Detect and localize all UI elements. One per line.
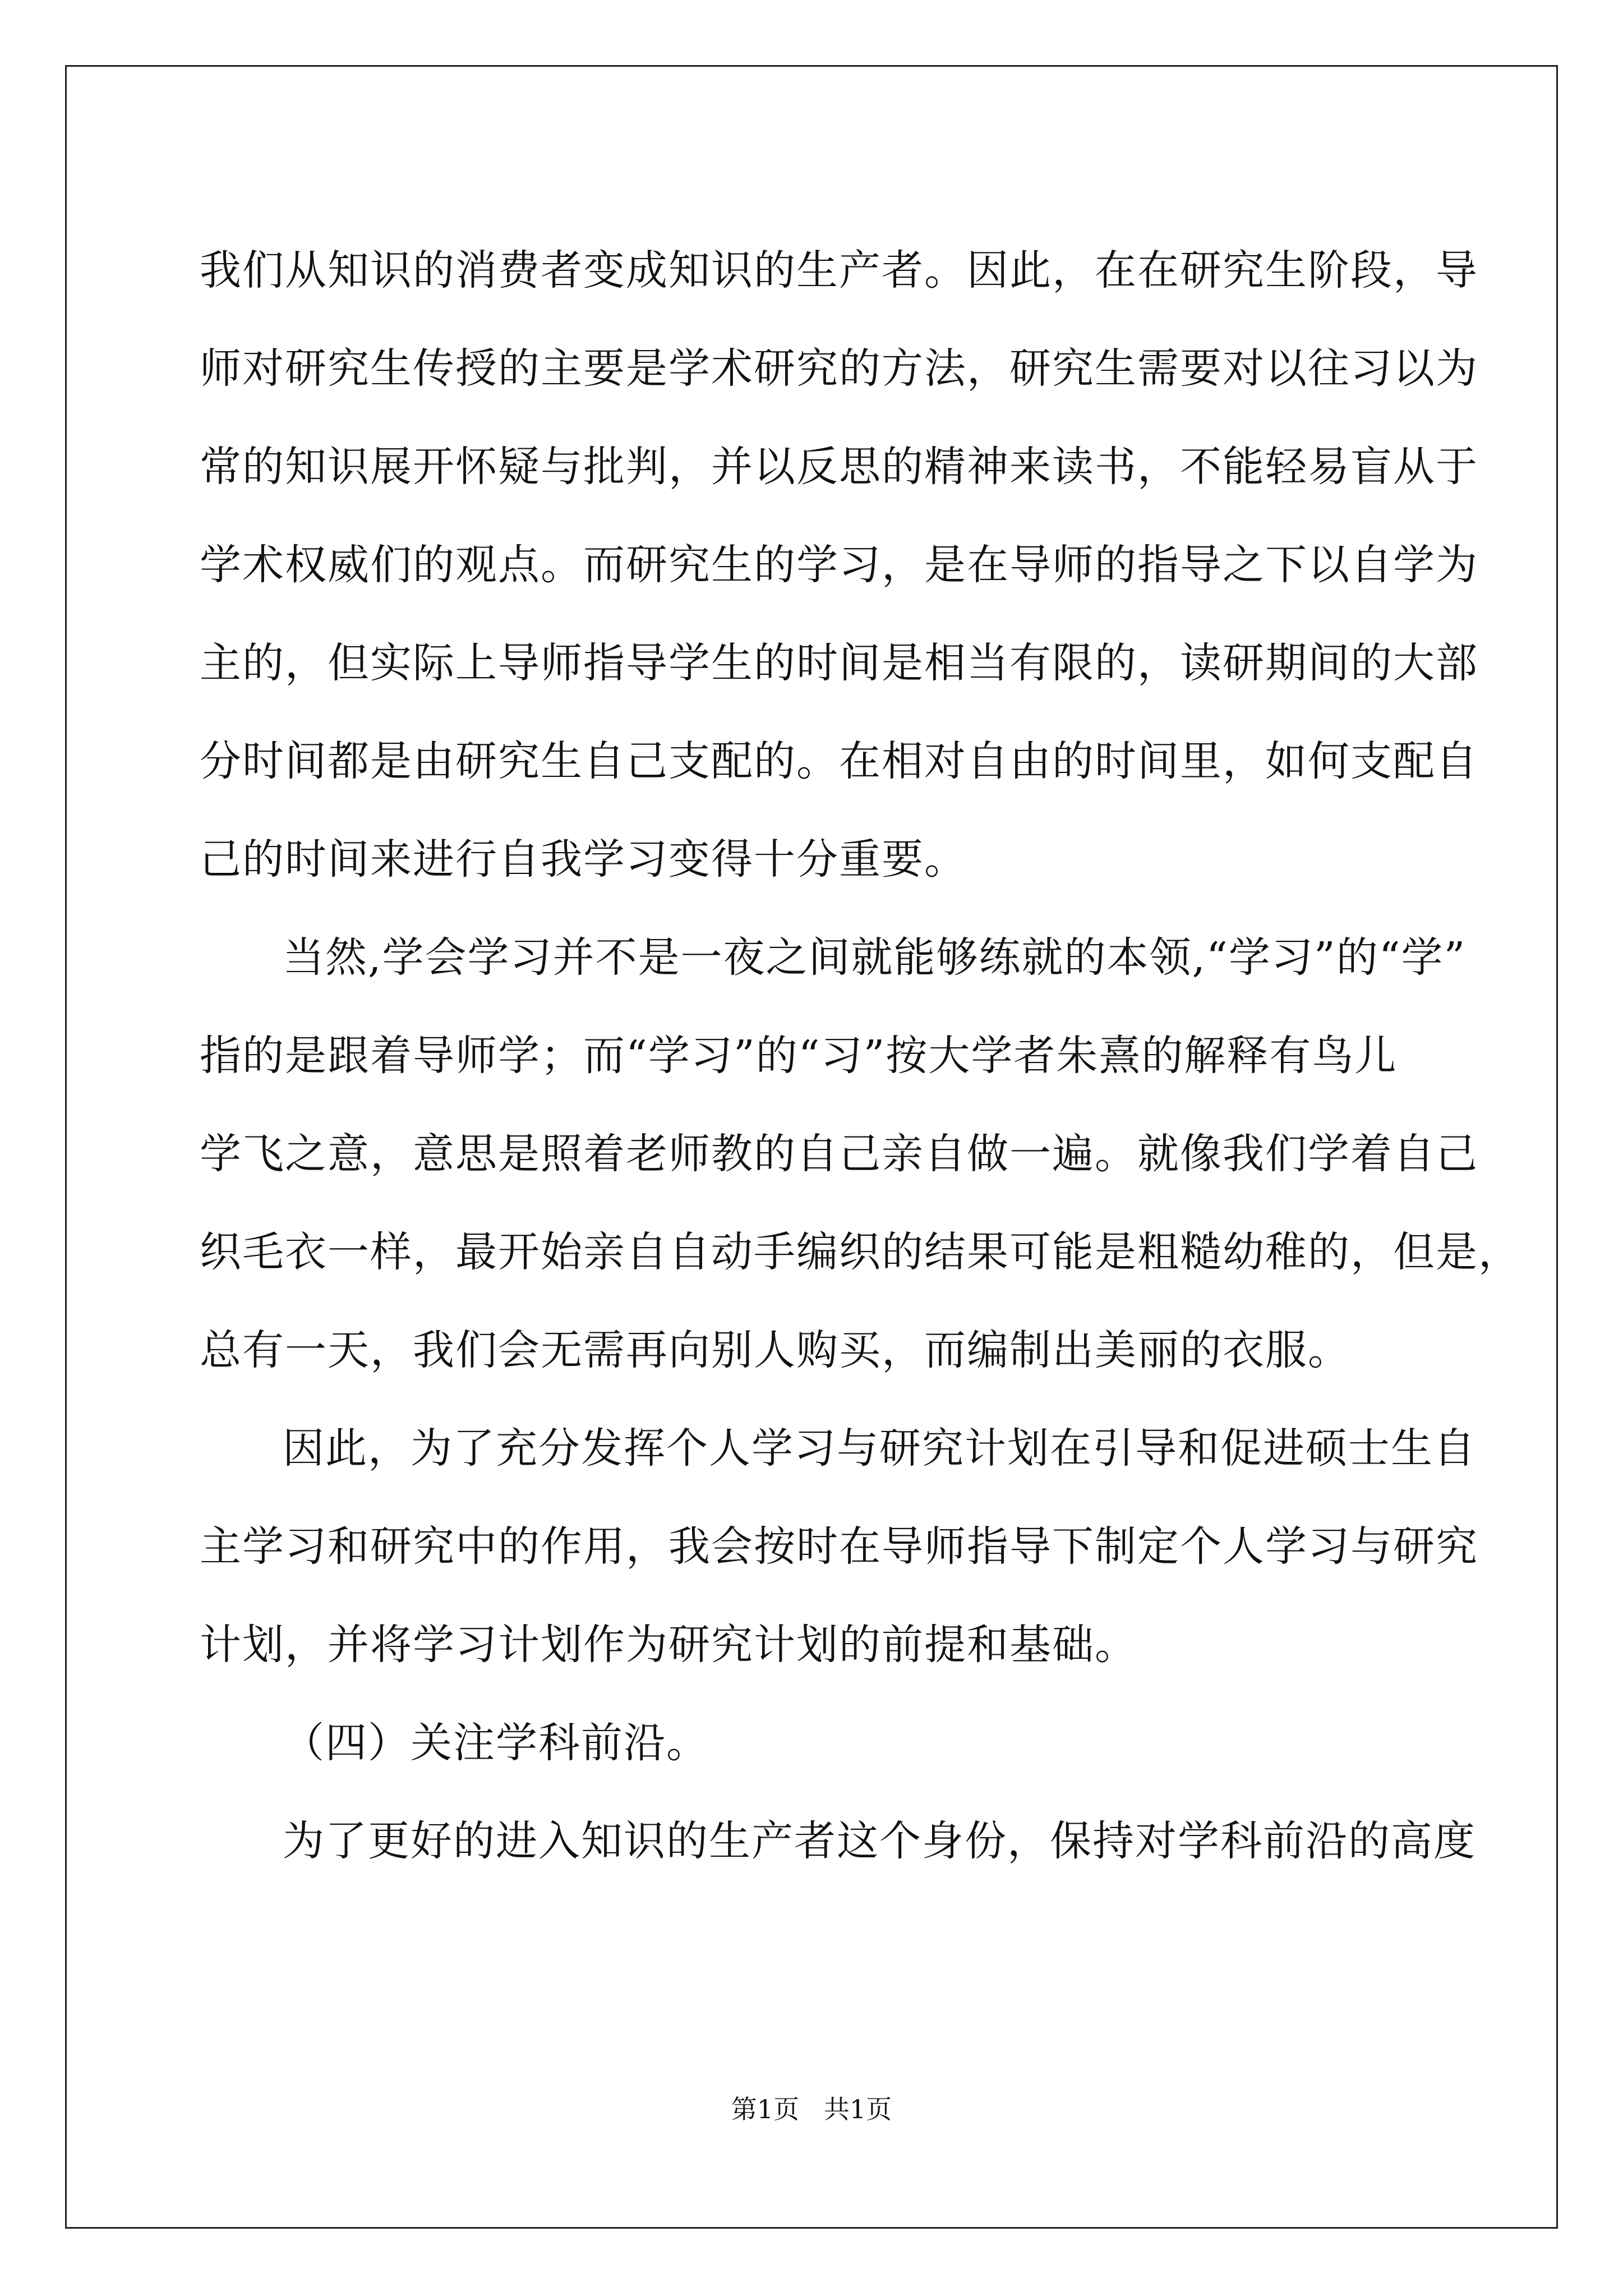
text-line: 我们从知识的消费者变成知识的生产者。因此，在在研究生阶段，导 [200,246,1478,295]
document-body [200,222,1521,1890]
text-line: 指的是跟着导师学；而“学习”的“习”按大学者朱熹的解释有鸟儿 [200,1032,1398,1080]
text-line: 己的时间来进行自我学习变得十分重要。 [200,835,967,884]
text-line: 分时间都是由研究生自己支配的。在相对自由的时间里，如何支配自 [200,737,1478,785]
text-line: 总有一天，我们会无需再向别人购买，而编制出美丽的衣服。 [200,1326,1350,1374]
text-line: 常的知识展开怀疑与批判，并以反思的精神来读书，不能轻易盲从于 [200,443,1478,491]
page-number-footer: 第1页 共1页 [731,2094,892,2124]
text-line: 主的，但实际上导师指导学生的时间是相当有限的，读研期间的大部 [200,639,1478,687]
text-line: 学术权威们的观点。而研究生的学习，是在导师的指导之下以自学为 [200,541,1478,589]
section-heading: （四）关注学科前沿。 [283,1719,709,1767]
text-line: 师对研究生传授的主要是学术研究的方法，研究生需要对以往习以为 [200,344,1478,393]
text-line: 主学习和研究中的作用，我会按时在导师指导下制定个人学习与研究 [200,1522,1478,1571]
text-line: 学飞之意，意思是照着老师教的自己亲自做一遍。就像我们学着自己 [200,1130,1478,1178]
text-line: 计划，并将学习计划作为研究计划的前提和基础。 [200,1621,1137,1669]
text-line: 织毛衣一样，最开始亲自自动手编织的结果可能是粗糙幼稚的，但是， [200,1228,1521,1276]
text-line: 为了更好的进入知识的生产者这个身份，保持对学科前沿的高度 [283,1817,1476,1865]
text-line: 因此，为了充分发挥个人学习与研究计划在引导和促进硕士生自 [283,1424,1476,1473]
text-line: 当然,学会学习并不是一夜之间就能够练就的本领,“学习”的“学” [283,933,1467,982]
